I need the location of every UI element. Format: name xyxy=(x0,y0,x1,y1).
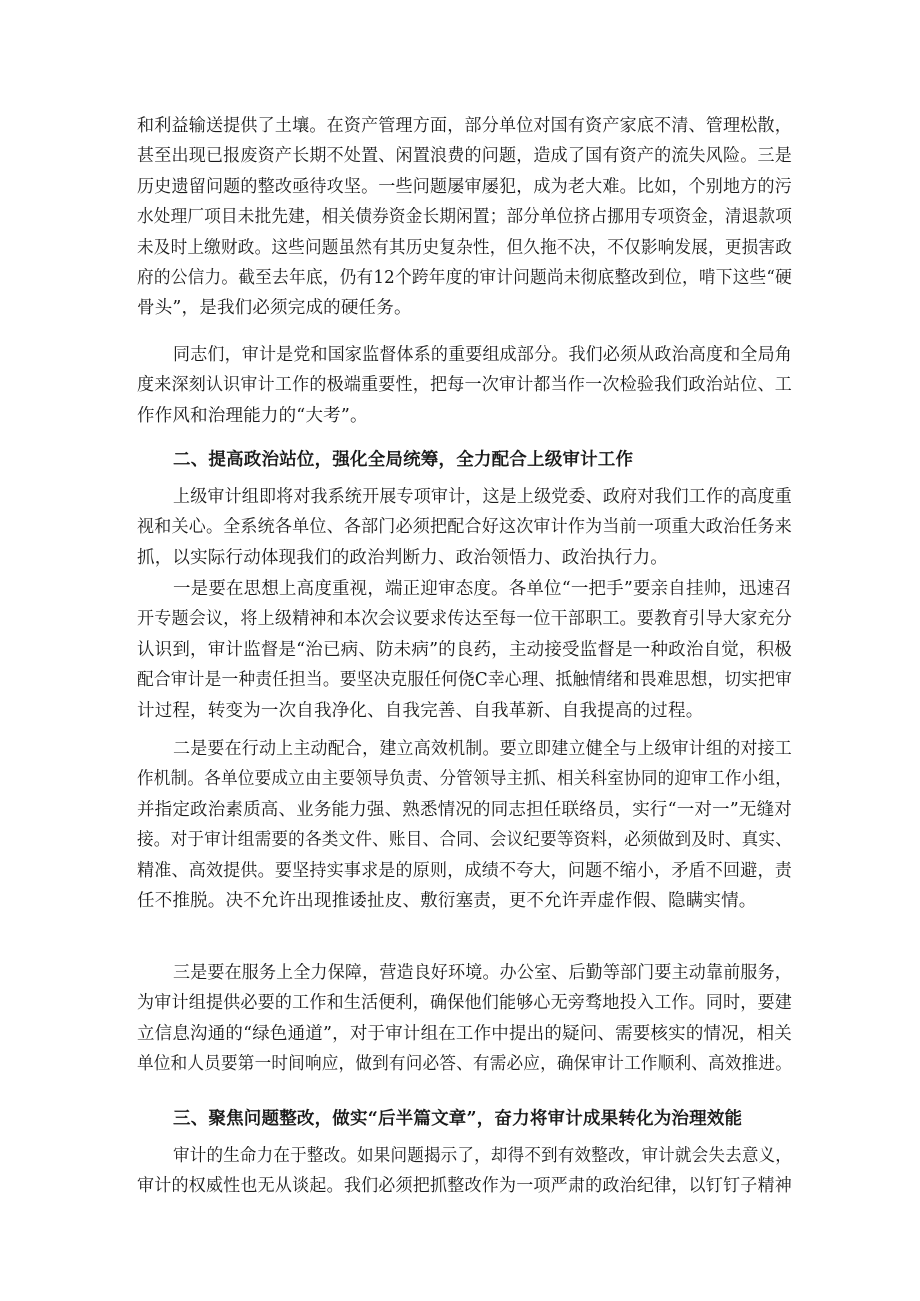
paragraph-line: 并指定政治素质高、业务能力强、熟悉情况的同志担任联络员，实行“一对一”无缝对 xyxy=(137,799,792,820)
paragraph-line: 上级审计组即将对我系统开展专项审计，这是上级党委、政府对我们工作的高度重 xyxy=(173,487,792,507)
paragraph-line: 水处理厂项目未批先建，相关债券资金长期闲置；部分单位挤占挪用专项资金，清退款项 xyxy=(137,207,793,228)
paragraph-line: 未及时上缴财政。这些问题虽然有其历史复杂性，但久拖不决，不仅影响发展，更损害政 xyxy=(137,237,793,258)
paragraph-line: 作作风和治理能力的“大考”。 xyxy=(137,405,368,426)
paragraph-line: 府的公信力。截至去年底，仍有12个跨年度的审计问题尚未彻底整改到位，啃下这些“硬 xyxy=(137,268,792,288)
paragraph-line: 骨头”，是我们必须完成的硬任务。 xyxy=(137,298,412,319)
paragraph-line: 度来深刻认识审计工作的极端重要性，把每一次审计都当作一次检验我们政治站位、工 xyxy=(137,375,792,396)
paragraph-line: 同志们，审计是党和国家监督体系的重要组成部分。我们必须从政治高度和全局角 xyxy=(173,345,792,365)
paragraph-line: 计过程，转变为一次自我净化、自我完善、自我革新、自我提高的过程。 xyxy=(137,700,704,721)
paragraph-line: 抓，以实际行动体现我们的政治判断力、政治领悟力、政治执行力。 xyxy=(137,547,668,568)
paragraph-line: 立信息沟通的“绿色通道”，对于审计组在工作中提出的疑问、需要核实的情况，相关 xyxy=(137,1023,792,1044)
paragraph-line: 精准、高效提供。要坚持实事求是的原则，成绩不夸大，问题不缩小，矛盾不回避，责 xyxy=(137,860,792,881)
paragraph-line: 审计的生命力在于整改。如果问题揭示了，却得不到有效整改，审计就会失去意义， xyxy=(173,1146,793,1166)
paragraph-line: 审计的权威性也无从谈起。我们必须把抓整改作为一项严肃的政治纪律，以钉钉子精神 xyxy=(137,1176,792,1197)
paragraph-line: 历史遗留问题的整改亟待攻坚。一些问题屡审屡犯，成为老大难。比如，个别地方的污 xyxy=(137,176,792,197)
paragraph-line: 认识到，审计监督是“治已病、防未病”的良药，主动接受监督是一种政治自觉，积极 xyxy=(137,639,792,660)
heading-line: 二、提高政治站位，强化全局统筹，全力配合上级审计工作 xyxy=(173,450,634,470)
heading-line: 三、聚焦问题整改，做实“后半篇文章”，奋力将审计成果转化为治理效能 xyxy=(173,1109,743,1129)
paragraph-line: 开专题会议，将上级精神和本次会议要求传达至每一位干部职工。要教育引导大家充分 xyxy=(137,609,792,630)
paragraph-line: 甚至出现已报废资产长期不处置、闲置浪费的问题，造成了国有资产的流失风险。三是 xyxy=(137,146,792,167)
paragraph-line: 接。对于审计组需要的各类文件、账目、合同、会议纪要等资料，必须做到及时、真实、 xyxy=(137,830,793,851)
paragraph-line: 作机制。各单位要成立由主要领导负责、分管领导主抓、相关科室协同的迎审工作小组， xyxy=(137,769,793,790)
paragraph-line: 三是要在服务上全力保障，营造良好环境。办公室、后勤等部门要主动靠前服务， xyxy=(173,963,792,983)
paragraph-line: 视和关心。全系统各单位、各部门必须把配合好这次审计作为当前一项重大政治任务来 xyxy=(137,517,792,538)
paragraph-line: 单位和人员要第一时间响应，做到有问必答、有需必应，确保审计工作顺利、高效推进。 xyxy=(137,1054,793,1075)
paragraph-line: 任不推脱。决不允许出现推诿扯皮、敷衍塞责，更不允许弄虚作假、隐瞒实情。 xyxy=(137,891,757,911)
paragraph-line: 一是要在思想上高度重视，端正迎审态度。各单位“一把手”要亲自挂帅，迅速召 xyxy=(173,579,792,599)
paragraph-line: 配合审计是一种责任担当。要坚决克服任何侥C幸心理、抵触情绪和畏难思想，切实把审 xyxy=(137,670,792,691)
paragraph-line: 二是要在行动上主动配合，建立高效机制。要立即建立健全与上级审计组的对接工 xyxy=(173,739,792,759)
paragraph-line: 为审计组提供必要的工作和生活便利，确保他们能够心无旁骛地投入工作。同时，要建 xyxy=(137,993,792,1014)
paragraph-line: 和利益输送提供了土壤。在资产管理方面，部分单位对国有资产家底不清、管理松散， xyxy=(137,116,792,136)
